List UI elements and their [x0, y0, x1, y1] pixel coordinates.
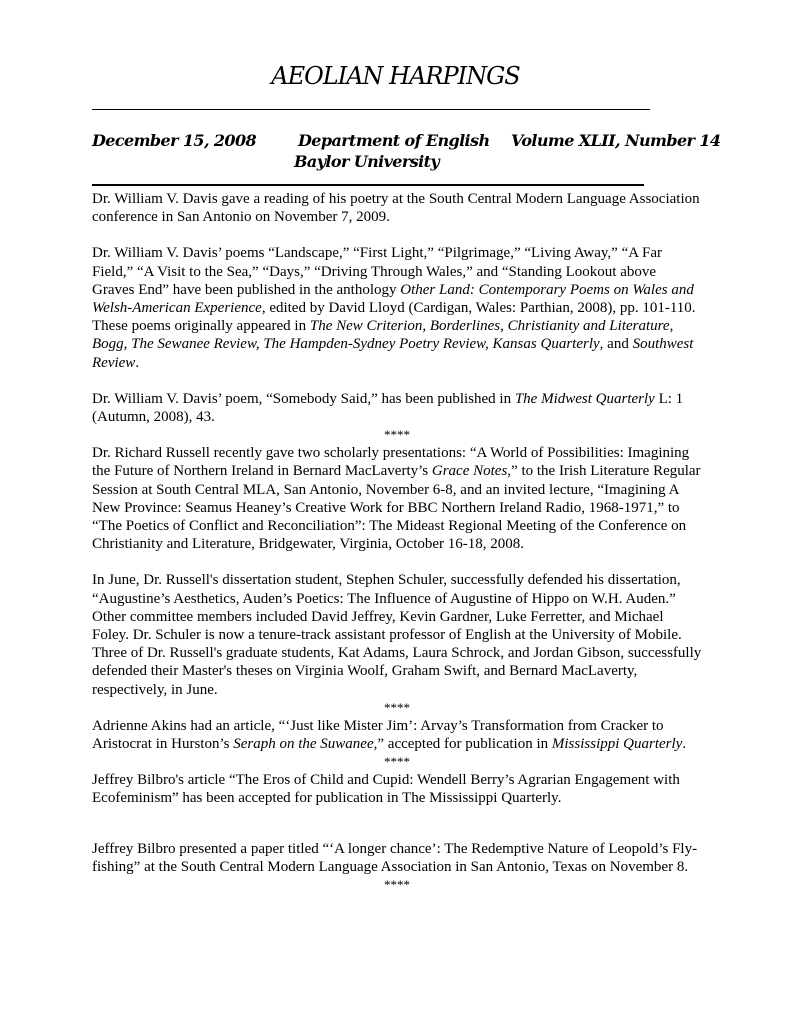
issue-date: December 15, 2008: [92, 131, 257, 150]
header-rule: [92, 184, 644, 186]
title-rule: [92, 109, 650, 110]
news-item-akins-article: Adrienne Akins had an article, “‘Just like Mister Jim’: Arvay’s Transformation from Cracker to Aristocrat in Hurston’s Seraph on the Suwanee,” accepted for publication in Mississippi Quarterly.: [92, 717, 687, 753]
newsletter-title: AEOLIAN HARPINGS: [271, 62, 520, 90]
news-item-bilbro-article: Jeffrey Bilbro's article “The Eros of Child and Cupid: Wendell Berry’s Agrarian Engagement with Ecofeminism” has been accepted for publication in The Mississippi Quarterly.: [92, 772, 680, 807]
section-separator: ****: [384, 877, 410, 893]
news-item-russell-presentations: Dr. Richard Russell recently gave two scholarly presentations: “A World of Possibilities: Imagining the Future of Northern Ireland in Bernard MacLaverty’s Grace Notes,” to the Irish Literature Regular Session at South Central MLA, San Antonio, November 6-8, and an invited lecture, “Imagining A New Province: Seamus Heaney’s Creative Work for BBC Northern Ireland Radio, 1968-1971,” to “The Poetics of Conflict and Reconciliation”: The Mideast Regional Meeting of the Conference on Christianity and Literature, Bridgewater, Virginia, October 16-18, 2008.: [92, 445, 701, 553]
news-item-bilbro-paper: Jeffrey Bilbro presented a paper titled “‘A longer chance’: The Redemptive Nature of Leopold’s Fly-fishing” at the South Central Modern Language Association in San Antonio, Texas on November 8.: [92, 840, 698, 875]
newsletter-body: [92, 190, 702, 894]
news-item-russell-students: In June, Dr. Russell's dissertation student, Stephen Schuler, successfully defended his dissertation, “Augustine’s Aesthetics, Auden’s Poetics: The Influence of Augustine of Hippo on W.H. Auden.” Other committee members included David Jeffrey, Kevin Gardner, Luke Ferretter, and Michael Foley. Dr. Schuler is now a tenure-track assistant professor of English at the University of Mobile. Three of Dr. Russell's graduate students, Kat Adams, Laura Schrock, and Jordan Gibson, successfully defended their Master's theses on Virginia Woolf, Graham Swift, and Bernard MacLaverty, respectively, in June.: [92, 572, 702, 698]
news-item-davis-poem: Dr. William V. Davis’ poem, “Somebody Said,” has been published in The Midwest Quarterly L: 1 (Autumn, 2008), 43.: [92, 390, 684, 426]
section-separator: ****: [384, 754, 410, 770]
volume-number: Volume XLII, Number 14: [511, 131, 721, 150]
department-name: Department of English: [298, 131, 490, 150]
news-item-davis-reading: Dr. William V. Davis gave a reading of his poetry at the South Central Modern Language Association conference in San Antonio on November 7, 2009.: [92, 191, 700, 226]
section-separator: ****: [384, 427, 410, 443]
news-item-davis-poems: Dr. William V. Davis’ poems “Landscape,” “First Light,” “Pilgrimage,” “Living Away,” “A Far Field,” “A Visit to the Sea,” “Days,” “Driving Through Wales,” and “Standing Lookout above Graves End” have been published in the anthology Other Land: Contemporary Poems on Wales and Welsh-American Experience, edited by David Lloyd (Cardigan, Wales: Parthian, 2008), pp. 101-110. These poems originally appeared in The New Criterion, Borderlines, Christianity and Literature, Bogg, The Sewanee Review, The Hampden-Sydney Poetry Review, Kansas Quarterly, and Southwest Review.: [92, 245, 696, 371]
university-name: Baylor University: [294, 152, 440, 171]
section-separator: ****: [384, 699, 410, 715]
